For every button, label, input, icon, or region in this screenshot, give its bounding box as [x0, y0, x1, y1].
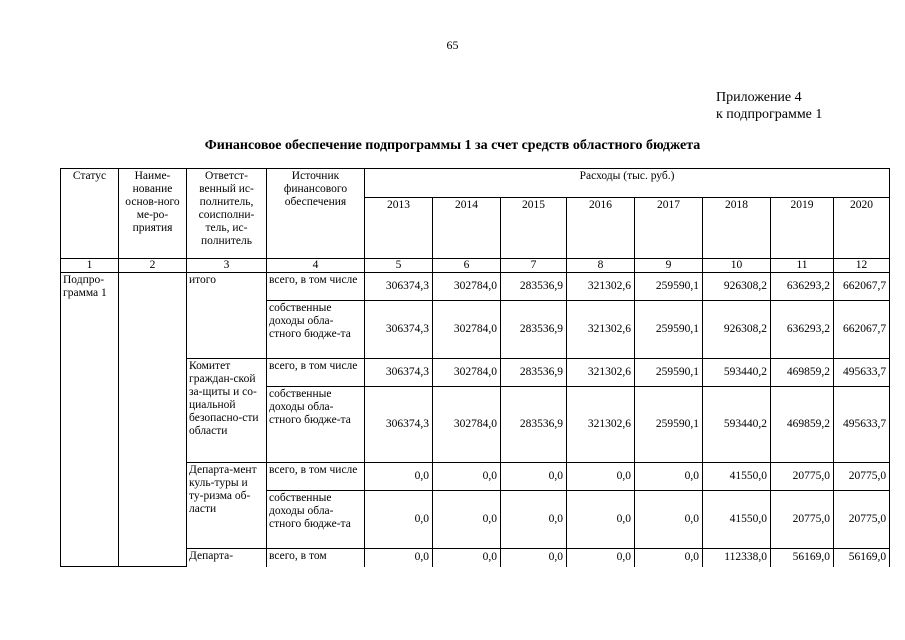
column-index: 7 — [501, 259, 567, 273]
header-expenses: Расходы (тыс. руб.) — [365, 169, 890, 198]
executor-cell: Комитет граждан-ской за-щиты и со-циальной безопасно-сти области — [187, 359, 267, 463]
value-cell: 0,0 — [433, 549, 501, 567]
financing-table — [60, 168, 890, 567]
source-cell: всего, в том числе — [267, 273, 365, 301]
appendix-note — [716, 89, 822, 123]
value-cell: 302784,0 — [433, 273, 501, 301]
column-index: 9 — [635, 259, 703, 273]
column-index-row — [61, 259, 890, 273]
value-cell: 0,0 — [433, 491, 501, 549]
value-cell: 321302,6 — [567, 301, 635, 359]
value-cell: 20775,0 — [834, 491, 890, 549]
value-cell: 283536,9 — [501, 359, 567, 387]
value-cell: 0,0 — [501, 549, 567, 567]
column-index: 8 — [567, 259, 635, 273]
table-row — [61, 273, 890, 301]
value-cell: 469859,2 — [771, 387, 834, 463]
source-cell: всего, в том — [267, 549, 365, 567]
value-cell: 321302,6 — [567, 387, 635, 463]
value-cell: 259590,1 — [635, 359, 703, 387]
value-cell: 0,0 — [567, 549, 635, 567]
status-cell: Подпро-грамма 1 — [61, 273, 119, 567]
header-year: 2016 — [567, 198, 635, 259]
value-cell: 306374,3 — [365, 387, 433, 463]
value-cell: 0,0 — [365, 491, 433, 549]
value-cell: 662067,7 — [834, 301, 890, 359]
value-cell: 306374,3 — [365, 359, 433, 387]
value-cell: 321302,6 — [567, 273, 635, 301]
value-cell: 41550,0 — [703, 463, 771, 491]
header-year: 2017 — [635, 198, 703, 259]
value-cell: 0,0 — [365, 463, 433, 491]
column-index: 10 — [703, 259, 771, 273]
header-year: 2018 — [703, 198, 771, 259]
value-cell: 302784,0 — [433, 359, 501, 387]
appendix-line-1: Приложение 4 — [716, 90, 802, 105]
value-cell: 20775,0 — [771, 491, 834, 549]
header-status: Статус — [61, 169, 119, 259]
value-cell: 0,0 — [501, 463, 567, 491]
value-cell: 0,0 — [567, 491, 635, 549]
value-cell: 0,0 — [433, 463, 501, 491]
column-index: 3 — [187, 259, 267, 273]
header-name: Наиме-нование основ-ного ме-ро-приятия — [119, 169, 187, 259]
measure-name-cell — [119, 273, 187, 567]
value-cell: 283536,9 — [501, 273, 567, 301]
value-cell: 593440,2 — [703, 387, 771, 463]
source-cell: собственные доходы обла-стного бюдже-та — [267, 301, 365, 359]
value-cell: 20775,0 — [834, 463, 890, 491]
value-cell: 0,0 — [567, 463, 635, 491]
value-cell: 0,0 — [365, 549, 433, 567]
value-cell: 926308,2 — [703, 273, 771, 301]
value-cell: 636293,2 — [771, 273, 834, 301]
column-index: 4 — [267, 259, 365, 273]
value-cell: 495633,7 — [834, 359, 890, 387]
value-cell: 56169,0 — [771, 549, 834, 567]
value-cell: 283536,9 — [501, 301, 567, 359]
header-executor: Ответст-венный ис-полнитель, соисполни-тель, ис-полнитель — [187, 169, 267, 259]
source-cell: собственные доходы обла-стного бюдже-та — [267, 387, 365, 463]
source-cell: собственные доходы обла-стного бюдже-та — [267, 491, 365, 549]
header-year: 2014 — [433, 198, 501, 259]
column-index: 6 — [433, 259, 501, 273]
column-index: 2 — [119, 259, 187, 273]
value-cell: 302784,0 — [433, 387, 501, 463]
table-body — [61, 273, 890, 567]
document-title: Финансовое обеспечение подпрограммы 1 за счет средств областного бюджета — [204, 138, 701, 153]
value-cell: 112338,0 — [703, 549, 771, 567]
page-number: 65 — [446, 38, 459, 52]
column-index: 5 — [365, 259, 433, 273]
executor-cell: итого — [187, 273, 267, 359]
column-index: 1 — [61, 259, 119, 273]
value-cell: 926308,2 — [703, 301, 771, 359]
value-cell: 0,0 — [635, 491, 703, 549]
financing-table-container — [60, 168, 887, 640]
value-cell: 593440,2 — [703, 359, 771, 387]
value-cell: 306374,3 — [365, 301, 433, 359]
header-year: 2020 — [834, 198, 890, 259]
value-cell: 495633,7 — [834, 387, 890, 463]
value-cell: 283536,9 — [501, 387, 567, 463]
value-cell: 302784,0 — [433, 301, 501, 359]
source-cell: всего, в том числе — [267, 359, 365, 387]
appendix-line-2: к подпрограмме 1 — [716, 107, 823, 122]
column-index: 11 — [771, 259, 834, 273]
header-source: Источник финансового обеспечения — [267, 169, 365, 259]
value-cell: 259590,1 — [635, 387, 703, 463]
value-cell: 321302,6 — [567, 359, 635, 387]
source-cell: всего, в том числе — [267, 463, 365, 491]
value-cell: 306374,3 — [365, 273, 433, 301]
value-cell: 259590,1 — [635, 273, 703, 301]
value-cell: 636293,2 — [771, 301, 834, 359]
header-year: 2019 — [771, 198, 834, 259]
value-cell: 0,0 — [635, 463, 703, 491]
value-cell: 56169,0 — [834, 549, 890, 567]
value-cell: 469859,2 — [771, 359, 834, 387]
value-cell: 20775,0 — [771, 463, 834, 491]
executor-cell: Департа- — [187, 549, 267, 567]
header-year: 2015 — [501, 198, 567, 259]
value-cell: 41550,0 — [703, 491, 771, 549]
value-cell: 0,0 — [501, 491, 567, 549]
executor-cell: Департа-мент куль-туры и ту-ризма об-ласти — [187, 463, 267, 549]
value-cell: 662067,7 — [834, 273, 890, 301]
header-year: 2013 — [365, 198, 433, 259]
value-cell: 0,0 — [635, 549, 703, 567]
column-index: 12 — [834, 259, 890, 273]
value-cell: 259590,1 — [635, 301, 703, 359]
